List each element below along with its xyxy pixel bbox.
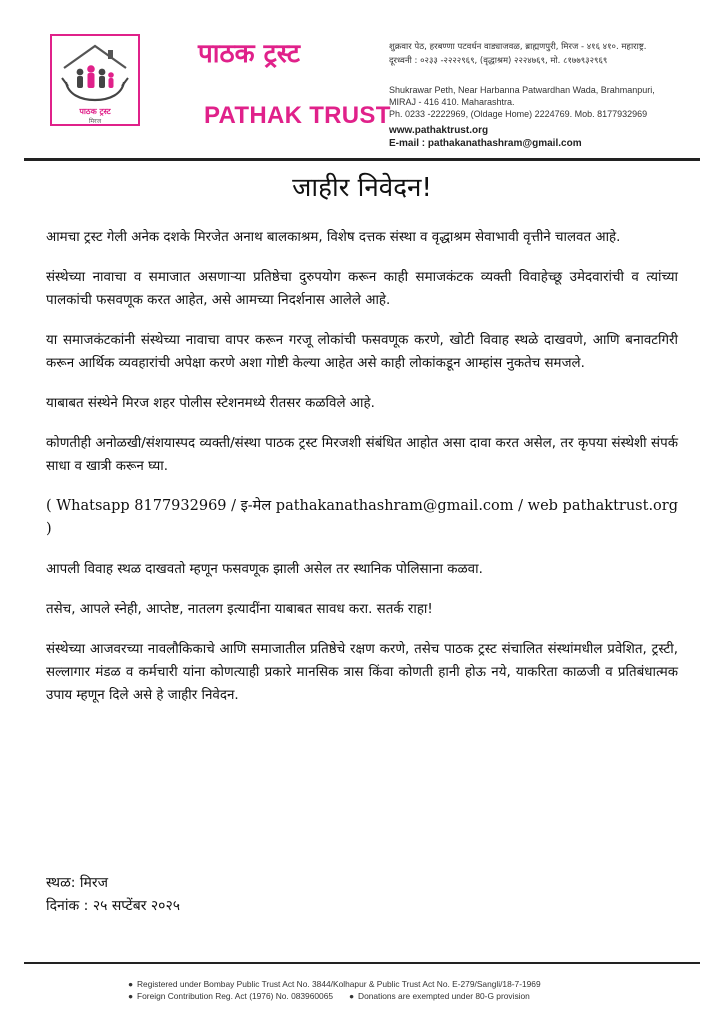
notice-paragraph: याबाबत संस्थेने मिरज शहर पोलीस स्टेशनमध्ये रीतसर कळविले आहे. [46,396,375,411]
notice-body [46,226,678,724]
footer-row [128,978,688,990]
bullet-icon: ● [128,991,134,1001]
notice-paragraph: तसेच, आपले स्नेही, आप्तेष्ट, नातलग इत्यादींना याबाबत सावध करा. सतर्क राहा! [46,602,433,617]
website-link[interactable]: www.pathaktrust.org [389,125,489,136]
footer-row [128,990,688,1002]
notice-paragraph: या समाजकंटकांनी संस्थेच्या नावाचा वापर करून गरजू लोकांची फसवणूक करणे, खोटी विवाह स्थळे दाखवणे, आणि बनावटगिरी करून आर्थिक व्यवहारांची अपेक्षा करणे अशा गोष्टी केल्या आहेत असे काही लोकांकडून आम्हांस नुकतेच समजले. [46,333,678,371]
notice-paragraph: आमचा ट्रस्ट गेली अनेक दशके मिरजेत अनाथ बालकाश्रम, विशेष दत्तक संस्था व वृद्धाश्रम सेवाभावी वृत्तीने चालवत आहे. [46,230,621,245]
address-marathi [389,40,709,68]
contact-paragraph: ( Whatsapp 8177932969 / इ-मेल pathakanathashram@gmail.com / web pathaktrust.org ) [46,498,678,537]
notice-paragraph: संस्थेच्या आजवरच्या नावलौकिकाचे आणि समाजातील प्रतिष्ठेचे रक्षण करणे, तसेच पाठक ट्रस्ट संचालित संस्थांमधील प्रवेशित, ट्रस्टी, सल्लागार मंडळ व कर्मचारी यांना कोणत्याही प्रकारे मानसिक त्रास किंवा कोणती हानी होऊ नये, याकरिता काळजी व प्रतिबंधात्मक उपाय म्हणून दिले असे हे जाहीर निवेदन. [46,642,678,703]
registration-text: Registered under Bombay Public Trust Act No. 3844/Kolhapur & Public Trust Act No. E-279/Sangli/18-7-1969 [137,979,541,989]
place-line: स्थळ: मिरज [46,875,109,891]
registration-footer [128,978,688,1002]
bullet-icon: ● [128,979,134,989]
bullet-icon: ● [349,991,355,1001]
footer-divider [24,962,700,964]
tax-exemption-text: Donations are exempted under 80-G provision [358,991,530,1001]
address-english-line: Shukrawar Peth, Near Harbanna Patwardhan Wada, Brahmanpuri, [389,85,655,95]
address-english-line: MIRAJ - 416 410. Maharashtra. [389,97,515,107]
address-english [389,84,709,120]
notice-paragraph: कोणतीही अनोळखी/संशयास्पद व्यक्ती/संस्था पाठक ट्रस्ट मिरजशी संबंधित आहोत असा दावा करत असेल, तर कृपया संस्थेशी संपर्क साधा व खात्री करून घ्या. [46,436,678,474]
trust-name-english: PATHAK TRUST [204,102,391,129]
date-line: दिनांक : २५ सप्टेंबर २०२५ [46,898,181,914]
trust-name-marathi: पाठक ट्रस्ट [198,39,300,69]
signature-block [46,872,180,918]
house-hands-family-icon [58,42,132,104]
address-marathi-line: दूरध्वनी : ०२३३ -२२२२९६९, (वृद्धाश्रम) २२२४७६९, मो. ८१७७९३२९६९ [389,56,608,66]
notice-title: जाहीर निवेदन! [292,173,432,203]
address-english-line: Ph. 0233 -2222969, (Oldage Home) 2224769. Mob. 8177932969 [389,109,648,119]
address-marathi-line: शुक्रवार पेठ, हरबण्णा पटवर्धन वाड्याजवळ, ब्राह्मणपुरी, मिरज - ४१६ ४१०. महाराष्ट्र. [389,42,647,52]
notice-paragraph: आपली विवाह स्थळ दाखवतो म्हणून फसवणूक झाली असेल तर स्थानिक पोलिसाना कळवा. [46,562,483,577]
fcra-text: Foreign Contribution Reg. Act (1976) No. 083960065 [137,991,334,1001]
header-divider [24,158,700,161]
email-link[interactable]: E-mail : pathakanathashram@gmail.com [389,138,582,149]
logo-text: पाठक ट्रस्ट [79,107,111,116]
trust-logo [50,34,140,126]
notice-paragraph: संस्थेच्या नावाचा व समाजात असणाऱ्या प्रतिष्ठेचा दुरुपयोग करून काही समाजकंटक व्यक्ती विवाहेच्छू उमेदवारांची व त्यांच्या पालकांची फसवणूक करत आहेत, असे आमच्या निदर्शनास आलेले आहे. [46,270,678,308]
logo-place: मिरज [88,118,102,125]
